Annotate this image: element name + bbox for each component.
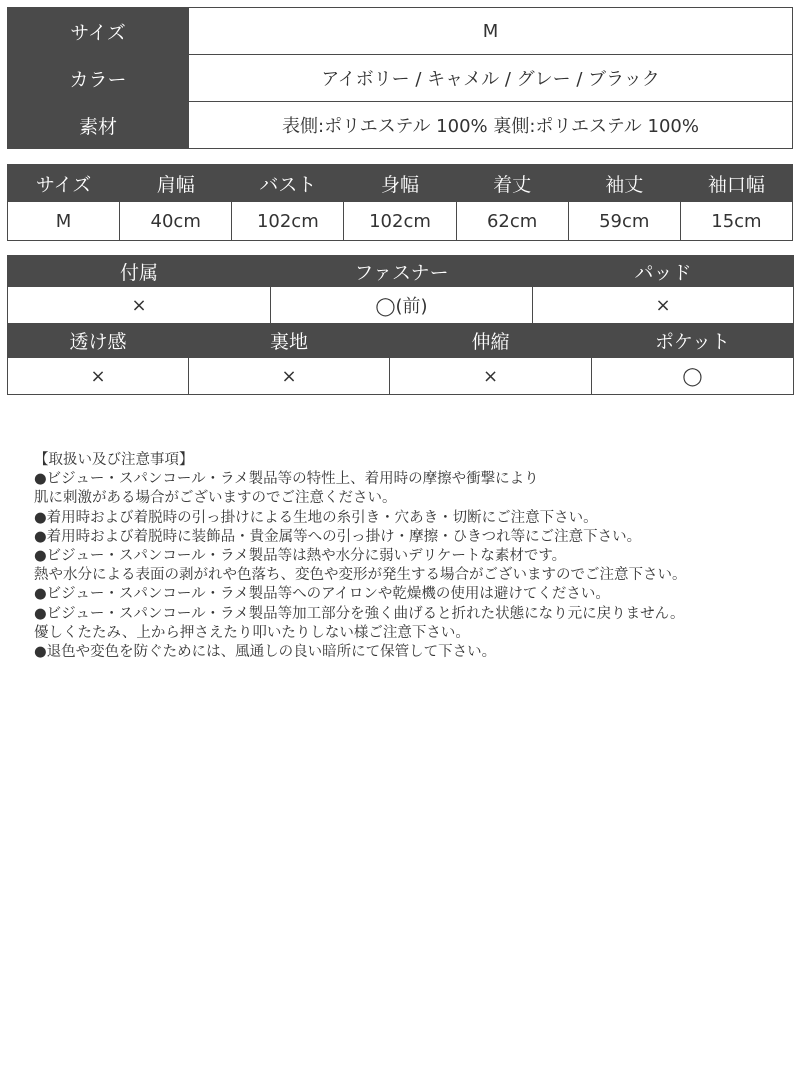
size-header-shoulder: 肩幅 [120, 165, 232, 202]
size-header-row [8, 165, 793, 202]
care-note-line: ●ビジュー・スパンコール・ラメ製品等は熱や水分に弱いデリケートな素材です。 [34, 548, 567, 565]
options-1-value-row [8, 287, 794, 324]
care-note-line: ●ビジュー・スパンコール・ラメ製品等加工部分を強く曲げると折れた状態になり元に戻りません。 [34, 605, 685, 622]
options-1-header-row [8, 256, 794, 287]
option-header-pad: パッド [533, 256, 794, 287]
option-value-zipper: ◯(前) [271, 287, 533, 324]
size-value-sleeve-length: 59cm [568, 202, 680, 241]
option-header-accessories: 付属 [8, 256, 271, 287]
spec-row-size [8, 8, 793, 55]
size-header-bust: バスト [232, 165, 344, 202]
size-header-cuff-width: 袖口幅 [680, 165, 792, 202]
care-note-line: 優しくたたみ、上から押さえたり叩いたりしない様ご注意下さい。 [34, 624, 470, 641]
size-value-row [8, 202, 793, 241]
spec-value-size: M [189, 8, 793, 55]
option-value-pocket: ◯ [592, 358, 794, 395]
care-notes-heading: 【取扱い及び注意事項】 [34, 452, 194, 468]
care-note-line: ●ビジュー・スパンコール・ラメ製品等へのアイロンや乾燥機の使用は避けてください。 [34, 586, 610, 603]
size-value-bust: 102cm [232, 202, 344, 241]
spec-label-size: サイズ [8, 8, 189, 55]
size-value-size: M [8, 202, 120, 241]
care-note-line: ●着用時および着脱時の引っ掛けによる生地の糸引き・穴あき・切断にご注意下さい。 [34, 509, 598, 526]
spec-value-material: 表側:ポリエステル 100% 裏側:ポリエステル 100% [189, 102, 793, 149]
care-note-line: 肌に刺激がある場合がございますのでご注意ください。 [34, 490, 397, 507]
option-value-sheerness: × [8, 358, 189, 395]
spec-label-color: カラー [8, 55, 189, 102]
care-note-line: ●退色や変色を防ぐためには、風通しの良い暗所にて保管して下さい。 [34, 644, 497, 661]
spec-table [7, 7, 793, 149]
options-2-header-row [8, 324, 794, 358]
option-value-lining: × [189, 358, 390, 395]
size-header-body-width: 身幅 [344, 165, 456, 202]
size-value-length: 62cm [456, 202, 568, 241]
spec-label-material: 素材 [8, 102, 189, 149]
size-header-size: サイズ [8, 165, 120, 202]
size-header-sleeve-length: 袖丈 [568, 165, 680, 202]
option-header-sheerness: 透け感 [8, 324, 189, 358]
spec-value-color: アイボリー / キャメル / グレー / ブラック [189, 55, 793, 102]
care-note-line: ●着用時および着脱時に装飾品・貴金属等への引っ掛け・摩擦・ひきつれ等にご注意下さい。 [34, 528, 642, 545]
option-value-pad: × [533, 287, 794, 324]
care-notes [34, 451, 794, 662]
options-table-2 [7, 323, 794, 395]
size-value-cuff-width: 15cm [680, 202, 792, 241]
options-table-1 [7, 255, 794, 324]
option-header-lining: 裏地 [189, 324, 390, 358]
size-header-length: 着丈 [456, 165, 568, 202]
options-2-value-row [8, 358, 794, 395]
size-value-shoulder: 40cm [120, 202, 232, 241]
option-header-pocket: ポケット [592, 324, 794, 358]
size-value-body-width: 102cm [344, 202, 456, 241]
care-note-line: 熱や水分による表面の剥がれや色落ち、変色や変形が発生する場合がございますのでご注意下さい。 [34, 567, 687, 584]
option-header-stretch: 伸縮 [390, 324, 592, 358]
care-note-line: ●ビジュー・スパンコール・ラメ製品等の特性上、着用時の摩擦や衝撃により [34, 471, 539, 488]
spec-row-material [8, 102, 793, 149]
option-value-accessories: × [8, 287, 271, 324]
spec-row-color [8, 55, 793, 102]
option-value-stretch: × [390, 358, 592, 395]
size-table [7, 164, 793, 241]
option-header-zipper: ファスナー [271, 256, 533, 287]
